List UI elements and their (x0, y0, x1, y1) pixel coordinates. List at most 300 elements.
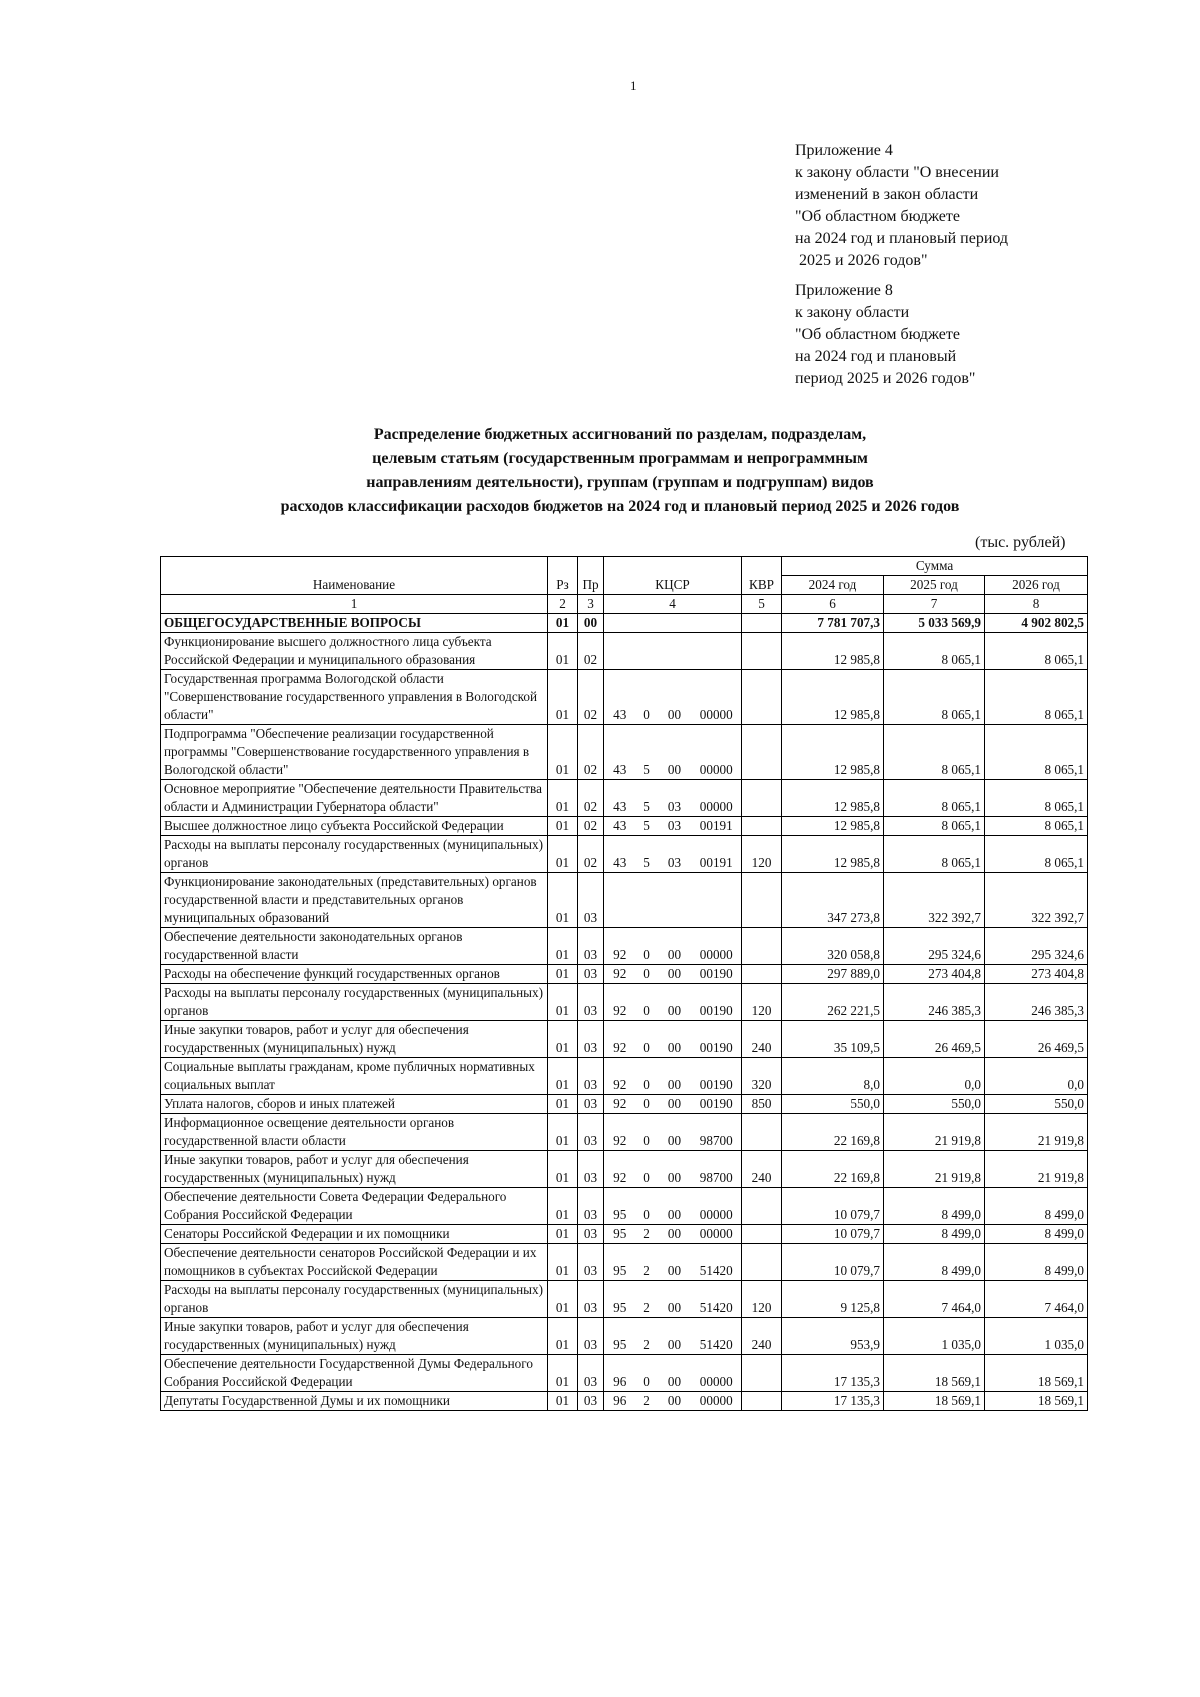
cell-rz: 01 (548, 928, 578, 965)
cell-kcsr-direction: 00 (658, 1058, 692, 1095)
cell-pr: 03 (578, 965, 604, 984)
cell-kcsr-subprogram: 0 (636, 1114, 658, 1151)
cell-pr: 03 (578, 1058, 604, 1095)
cell-kcsr-subprogram: 5 (636, 817, 658, 836)
cell-kcsr-subprogram (636, 614, 658, 633)
cell-kcsr-subprogram: 5 (636, 780, 658, 817)
cell-name: Государственная программа Вологодской области "Совершенствование государственного управления в Вологодской области" (161, 670, 548, 725)
table-row (161, 670, 1088, 725)
cell-2024: 12 985,8 (782, 836, 884, 873)
cell-kcsr-subprogram: 2 (636, 1318, 658, 1355)
cell-kcsr-program: 92 (604, 1058, 636, 1095)
cell-pr: 03 (578, 1225, 604, 1244)
cell-2024: 347 273,8 (782, 873, 884, 928)
cell-2025: 295 324,6 (884, 928, 985, 965)
header-2026: 2026 год (985, 576, 1088, 595)
column-number: 6 (782, 595, 884, 614)
cell-name: Расходы на выплаты персоналу государственных (муниципальных) органов (161, 984, 548, 1021)
cell-kcsr-program: 92 (604, 1021, 636, 1058)
cell-kcsr-subprogram: 0 (636, 1355, 658, 1392)
cell-2024: 12 985,8 (782, 633, 884, 670)
cell-2026: 8 499,0 (985, 1244, 1088, 1281)
cell-2024: 22 169,8 (782, 1151, 884, 1188)
cell-kvr: 120 (742, 1281, 782, 1318)
cell-kcsr-code (692, 873, 742, 928)
table-row (161, 1114, 1088, 1151)
cell-kcsr-direction: 00 (658, 1318, 692, 1355)
cell-kvr (742, 670, 782, 725)
cell-kcsr-program: 96 (604, 1355, 636, 1392)
cell-kcsr-code (692, 614, 742, 633)
cell-kcsr-program: 96 (604, 1392, 636, 1411)
cell-2025: 550,0 (884, 1095, 985, 1114)
table-row (161, 1392, 1088, 1411)
cell-kcsr-program: 43 (604, 817, 636, 836)
cell-kcsr-code (692, 633, 742, 670)
cell-kcsr-direction: 03 (658, 836, 692, 873)
cell-name: Расходы на выплаты персоналу государственных (муниципальных) органов (161, 836, 548, 873)
cell-name: Основное мероприятие "Обеспечение деятельности Правительства области и Администрации Губернатора области" (161, 780, 548, 817)
cell-name: Обеспечение деятельности сенаторов Российской Федерации и их помощников в субъектах Российской Федерации (161, 1244, 548, 1281)
table-row (161, 614, 1088, 633)
cell-kcsr-code: 00000 (692, 670, 742, 725)
cell-name: Сенаторы Российской Федерации и их помощники (161, 1225, 548, 1244)
cell-kvr: 850 (742, 1095, 782, 1114)
cell-pr: 03 (578, 1392, 604, 1411)
cell-kcsr-direction: 03 (658, 817, 692, 836)
cell-kcsr-program: 43 (604, 836, 636, 873)
header-name: Наименование (161, 557, 548, 595)
cell-2025: 8 499,0 (884, 1225, 985, 1244)
cell-2026: 26 469,5 (985, 1021, 1088, 1058)
cell-rz: 01 (548, 780, 578, 817)
table-row (161, 1244, 1088, 1281)
table-row (161, 1318, 1088, 1355)
cell-2026: 0,0 (985, 1058, 1088, 1095)
cell-2026: 8 065,1 (985, 817, 1088, 836)
cell-2024: 8,0 (782, 1058, 884, 1095)
cell-kvr (742, 725, 782, 780)
cell-kcsr-program: 95 (604, 1244, 636, 1281)
cell-2025: 8 065,1 (884, 670, 985, 725)
cell-kcsr-subprogram: 0 (636, 1095, 658, 1114)
appendix-line: "Об областном бюджете (795, 326, 960, 343)
table-row (161, 928, 1088, 965)
cell-2025: 5 033 569,9 (884, 614, 985, 633)
units-label: (тыс. рублей) (975, 534, 1066, 551)
cell-name: Высшее должностное лицо субъекта Российской Федерации (161, 817, 548, 836)
table-row (161, 984, 1088, 1021)
cell-2024: 17 135,3 (782, 1355, 884, 1392)
cell-pr: 03 (578, 873, 604, 928)
column-number: 4 (604, 595, 742, 614)
table-row (161, 836, 1088, 873)
cell-kcsr-code: 00000 (692, 725, 742, 780)
column-number: 7 (884, 595, 985, 614)
cell-kcsr-code: 98700 (692, 1114, 742, 1151)
cell-kcsr-direction: 00 (658, 1355, 692, 1392)
cell-kvr (742, 614, 782, 633)
cell-kcsr-code: 00000 (692, 1355, 742, 1392)
cell-kvr: 120 (742, 984, 782, 1021)
cell-kvr (742, 633, 782, 670)
cell-kcsr-subprogram (636, 873, 658, 928)
cell-2025: 8 065,1 (884, 780, 985, 817)
cell-kcsr-subprogram: 0 (636, 984, 658, 1021)
cell-kcsr-subprogram: 0 (636, 1058, 658, 1095)
cell-2025: 18 569,1 (884, 1392, 985, 1411)
cell-kcsr-subprogram: 0 (636, 965, 658, 984)
cell-2026: 1 035,0 (985, 1318, 1088, 1355)
appendix-line: к закону области "О внесении (795, 164, 999, 181)
cell-2026: 295 324,6 (985, 928, 1088, 965)
cell-kcsr-program: 92 (604, 965, 636, 984)
appendix-line: Приложение 4 (795, 142, 893, 159)
table-row (161, 1188, 1088, 1225)
cell-kvr (742, 817, 782, 836)
appendix-line: на 2024 год и плановый период (795, 230, 1009, 247)
cell-pr: 02 (578, 670, 604, 725)
cell-name: Функционирование высшего должностного лица субъекта Российской Федерации и муниципального образования (161, 633, 548, 670)
cell-2024: 550,0 (782, 1095, 884, 1114)
cell-pr: 03 (578, 1114, 604, 1151)
cell-pr: 03 (578, 1355, 604, 1392)
cell-pr: 03 (578, 1188, 604, 1225)
cell-name: Иные закупки товаров, работ и услуг для обеспечения государственных (муниципальных) нужд (161, 1151, 548, 1188)
column-number-row (161, 595, 1088, 614)
cell-kvr (742, 965, 782, 984)
column-number: 5 (742, 595, 782, 614)
cell-kcsr-program: 43 (604, 725, 636, 780)
cell-kcsr-code: 00000 (692, 1225, 742, 1244)
cell-kcsr-direction: 00 (658, 1021, 692, 1058)
appendix-line: "Об областном бюджете (795, 208, 960, 225)
table-row (161, 1281, 1088, 1318)
cell-2025: 0,0 (884, 1058, 985, 1095)
cell-kcsr-program: 95 (604, 1318, 636, 1355)
appendix-line: период 2025 и 2026 годов" (795, 370, 976, 387)
column-number: 8 (985, 595, 1088, 614)
cell-name: Расходы на выплаты персоналу государственных (муниципальных) органов (161, 1281, 548, 1318)
cell-2024: 262 221,5 (782, 984, 884, 1021)
table-row (161, 633, 1088, 670)
cell-2026: 18 569,1 (985, 1392, 1088, 1411)
cell-rz: 01 (548, 984, 578, 1021)
cell-2025: 26 469,5 (884, 1021, 985, 1058)
cell-name: Иные закупки товаров, работ и услуг для обеспечения государственных (муниципальных) нужд (161, 1318, 548, 1355)
cell-rz: 01 (548, 1225, 578, 1244)
cell-2024: 10 079,7 (782, 1188, 884, 1225)
table-row (161, 965, 1088, 984)
cell-pr: 02 (578, 836, 604, 873)
cell-name: Подпрограмма "Обеспечение реализации государственной программы "Совершенствование государственного управления в Вологодской области" (161, 725, 548, 780)
cell-pr: 02 (578, 780, 604, 817)
cell-pr: 02 (578, 725, 604, 780)
cell-rz: 01 (548, 1021, 578, 1058)
cell-rz: 01 (548, 965, 578, 984)
cell-2026: 322 392,7 (985, 873, 1088, 928)
cell-2025: 7 464,0 (884, 1281, 985, 1318)
cell-rz: 01 (548, 817, 578, 836)
cell-2025: 21 919,8 (884, 1114, 985, 1151)
table-row (161, 780, 1088, 817)
cell-kcsr-program (604, 873, 636, 928)
cell-2025: 8 499,0 (884, 1188, 985, 1225)
appendix-4-note (795, 140, 1008, 272)
cell-rz: 01 (548, 873, 578, 928)
cell-pr: 03 (578, 1244, 604, 1281)
cell-kvr (742, 1244, 782, 1281)
cell-name: Расходы на обеспечение функций государственных органов (161, 965, 548, 984)
cell-2025: 8 065,1 (884, 725, 985, 780)
cell-rz: 01 (548, 1058, 578, 1095)
cell-kcsr-subprogram: 0 (636, 1021, 658, 1058)
cell-2026: 21 919,8 (985, 1114, 1088, 1151)
cell-2024: 12 985,8 (782, 725, 884, 780)
cell-2025: 322 392,7 (884, 873, 985, 928)
header-2024: 2024 год (782, 576, 884, 595)
cell-2024: 953,9 (782, 1318, 884, 1355)
table-row (161, 873, 1088, 928)
cell-kcsr-code: 00000 (692, 780, 742, 817)
cell-2024: 12 985,8 (782, 817, 884, 836)
cell-kcsr-subprogram: 2 (636, 1225, 658, 1244)
cell-kcsr-direction: 00 (658, 1114, 692, 1151)
cell-rz: 01 (548, 1188, 578, 1225)
cell-kcsr-direction: 00 (658, 1188, 692, 1225)
table-row (161, 1021, 1088, 1058)
cell-rz: 01 (548, 725, 578, 780)
cell-kcsr-program (604, 633, 636, 670)
cell-name: Уплата налогов, сборов и иных платежей (161, 1095, 548, 1114)
cell-2026: 246 385,3 (985, 984, 1088, 1021)
table-row (161, 1355, 1088, 1392)
cell-2024: 35 109,5 (782, 1021, 884, 1058)
cell-2025: 273 404,8 (884, 965, 985, 984)
cell-2026: 273 404,8 (985, 965, 1088, 984)
cell-kcsr-program: 95 (604, 1188, 636, 1225)
cell-kvr: 120 (742, 836, 782, 873)
cell-kcsr-subprogram: 0 (636, 1151, 658, 1188)
header-pr: Пр (578, 557, 604, 595)
cell-kcsr-subprogram: 0 (636, 1188, 658, 1225)
cell-kcsr-code: 00190 (692, 1021, 742, 1058)
cell-kvr: 240 (742, 1151, 782, 1188)
cell-kcsr-subprogram: 2 (636, 1281, 658, 1318)
cell-2025: 1 035,0 (884, 1318, 985, 1355)
cell-rz: 01 (548, 1244, 578, 1281)
cell-rz: 01 (548, 614, 578, 633)
title-line: направлениям деятельности), группам (группам и подгруппам) видов (366, 474, 874, 491)
cell-rz: 01 (548, 633, 578, 670)
cell-kvr: 240 (742, 1318, 782, 1355)
cell-rz: 01 (548, 1318, 578, 1355)
cell-2025: 8 065,1 (884, 817, 985, 836)
cell-2026: 21 919,8 (985, 1151, 1088, 1188)
table-row (161, 1151, 1088, 1188)
appendix-line: Приложение 8 (795, 282, 893, 299)
table-row (161, 1225, 1088, 1244)
cell-kcsr-direction: 00 (658, 1225, 692, 1244)
cell-2024: 297 889,0 (782, 965, 884, 984)
header-kvr: КВР (742, 557, 782, 595)
budget-table (160, 556, 1088, 1411)
cell-name: ОБЩЕГОСУДАРСТВЕННЫЕ ВОПРОСЫ (161, 614, 548, 633)
cell-kvr (742, 1355, 782, 1392)
cell-kvr: 320 (742, 1058, 782, 1095)
title-line: Распределение бюджетных ассигнований по разделам, подразделам, (373, 426, 867, 443)
cell-name: Функционирование законодательных (представительных) органов государственной власти и представительных органов муниципальных образований (161, 873, 548, 928)
cell-kcsr-direction (658, 873, 692, 928)
table-row (161, 725, 1088, 780)
cell-kvr (742, 1188, 782, 1225)
cell-rz: 01 (548, 1392, 578, 1411)
cell-kcsr-code: 00191 (692, 836, 742, 873)
cell-name: Социальные выплаты гражданам, кроме публичных нормативных социальных выплат (161, 1058, 548, 1095)
cell-kcsr-code: 00190 (692, 984, 742, 1021)
header-rz: Рз (548, 557, 578, 595)
cell-kcsr-program: 92 (604, 1151, 636, 1188)
cell-2025: 8 065,1 (884, 836, 985, 873)
cell-kcsr-subprogram: 5 (636, 725, 658, 780)
cell-rz: 01 (548, 1151, 578, 1188)
title-line: расходов классификации расходов бюджетов на 2024 год и плановый период 2025 и 2026 годов (280, 498, 960, 515)
cell-2026: 8 065,1 (985, 780, 1088, 817)
appendix-8-note (795, 280, 975, 390)
cell-rz: 01 (548, 1095, 578, 1114)
appendix-line: изменений в закон области (795, 186, 979, 203)
cell-kcsr-code: 00000 (692, 1188, 742, 1225)
cell-2026: 8 499,0 (985, 1188, 1088, 1225)
cell-rz: 01 (548, 1114, 578, 1151)
cell-kvr (742, 873, 782, 928)
column-number: 2 (548, 595, 578, 614)
cell-2024: 10 079,7 (782, 1225, 884, 1244)
header-sum: Сумма (782, 557, 1088, 576)
cell-kvr (742, 1114, 782, 1151)
cell-name: Иные закупки товаров, работ и услуг для обеспечения государственных (муниципальных) нужд (161, 1021, 548, 1058)
cell-kcsr-direction: 00 (658, 984, 692, 1021)
cell-kvr: 240 (742, 1021, 782, 1058)
cell-kcsr-program: 92 (604, 1095, 636, 1114)
cell-kcsr-code: 00000 (692, 1392, 742, 1411)
cell-2024: 22 169,8 (782, 1114, 884, 1151)
cell-pr: 00 (578, 614, 604, 633)
cell-kcsr-subprogram (636, 633, 658, 670)
cell-kcsr-direction: 00 (658, 1281, 692, 1318)
cell-kcsr-direction: 00 (658, 1392, 692, 1411)
cell-kcsr-direction: 00 (658, 670, 692, 725)
table-row (161, 817, 1088, 836)
cell-2024: 7 781 707,3 (782, 614, 884, 633)
header-kcsr: КЦСР (604, 557, 742, 595)
cell-kcsr-code: 00190 (692, 965, 742, 984)
cell-2026: 18 569,1 (985, 1355, 1088, 1392)
cell-pr: 03 (578, 1095, 604, 1114)
cell-kcsr-direction: 00 (658, 725, 692, 780)
cell-kcsr-subprogram: 5 (636, 836, 658, 873)
cell-name: Депутаты Государственной Думы и их помощники (161, 1392, 548, 1411)
cell-pr: 02 (578, 817, 604, 836)
cell-kcsr-subprogram: 2 (636, 1244, 658, 1281)
cell-kvr (742, 1392, 782, 1411)
table-row (161, 1058, 1088, 1095)
document-title (150, 423, 1090, 519)
cell-kcsr-program: 92 (604, 1114, 636, 1151)
cell-rz: 01 (548, 836, 578, 873)
cell-kcsr-direction (658, 633, 692, 670)
cell-pr: 03 (578, 928, 604, 965)
cell-kcsr-program: 92 (604, 984, 636, 1021)
cell-pr: 03 (578, 984, 604, 1021)
cell-kcsr-direction: 00 (658, 965, 692, 984)
page-number: 1 (630, 78, 637, 93)
cell-kcsr-direction: 00 (658, 1244, 692, 1281)
cell-pr: 03 (578, 1281, 604, 1318)
cell-kvr (742, 780, 782, 817)
cell-2024: 12 985,8 (782, 670, 884, 725)
appendix-line: к закону области (795, 304, 910, 321)
cell-pr: 03 (578, 1021, 604, 1058)
header-row (161, 557, 1088, 576)
cell-kcsr-program (604, 614, 636, 633)
cell-2026: 550,0 (985, 1095, 1088, 1114)
cell-kcsr-program: 43 (604, 670, 636, 725)
cell-2025: 8 065,1 (884, 633, 985, 670)
cell-kcsr-program: 95 (604, 1281, 636, 1318)
table-row (161, 1095, 1088, 1114)
cell-kcsr-code: 00191 (692, 817, 742, 836)
cell-kcsr-subprogram: 0 (636, 928, 658, 965)
appendix-line: на 2024 год и плановый (795, 348, 957, 365)
cell-2026: 8 065,1 (985, 633, 1088, 670)
cell-kcsr-program: 43 (604, 780, 636, 817)
cell-pr: 03 (578, 1318, 604, 1355)
cell-2026: 7 464,0 (985, 1281, 1088, 1318)
cell-kcsr-code: 51420 (692, 1318, 742, 1355)
cell-kcsr-code: 00190 (692, 1095, 742, 1114)
cell-rz: 01 (548, 1281, 578, 1318)
cell-2025: 8 499,0 (884, 1244, 985, 1281)
title-line: целевым статьям (государственным программам и непрограммным (372, 450, 868, 467)
cell-2026: 8 065,1 (985, 670, 1088, 725)
cell-kcsr-subprogram: 2 (636, 1392, 658, 1411)
cell-name: Обеспечение деятельности Государственной Думы Федерального Собрания Российской Федерации (161, 1355, 548, 1392)
cell-kcsr-code: 00000 (692, 928, 742, 965)
cell-kcsr-direction (658, 614, 692, 633)
cell-rz: 01 (548, 670, 578, 725)
cell-kcsr-program: 92 (604, 928, 636, 965)
cell-2026: 8 065,1 (985, 725, 1088, 780)
cell-kcsr-direction: 00 (658, 928, 692, 965)
cell-kcsr-direction: 00 (658, 1151, 692, 1188)
cell-2024: 10 079,7 (782, 1244, 884, 1281)
cell-kcsr-subprogram: 0 (636, 670, 658, 725)
cell-2024: 17 135,3 (782, 1392, 884, 1411)
cell-pr: 02 (578, 633, 604, 670)
cell-kcsr-code: 00190 (692, 1058, 742, 1095)
cell-kcsr-direction: 00 (658, 1095, 692, 1114)
cell-2024: 9 125,8 (782, 1281, 884, 1318)
cell-name: Обеспечение деятельности законодательных органов государственной власти (161, 928, 548, 965)
cell-2024: 12 985,8 (782, 780, 884, 817)
cell-name: Информационное освещение деятельности органов государственной власти области (161, 1114, 548, 1151)
cell-2026: 8 065,1 (985, 836, 1088, 873)
cell-rz: 01 (548, 1355, 578, 1392)
cell-2026: 4 902 802,5 (985, 614, 1088, 633)
cell-2024: 320 058,8 (782, 928, 884, 965)
column-number: 3 (578, 595, 604, 614)
